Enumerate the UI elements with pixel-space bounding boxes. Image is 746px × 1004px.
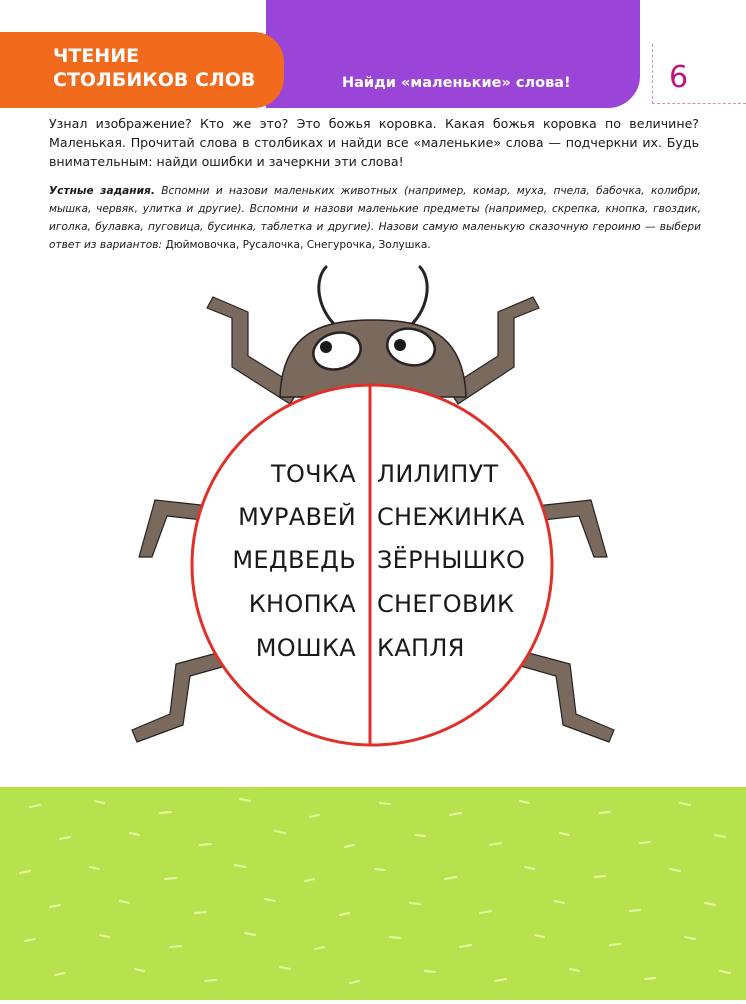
title-line-1: ЧТЕНИЕ <box>53 45 140 67</box>
grass-texture <box>0 787 746 1000</box>
word-left-4[interactable]: КНОПКА <box>248 590 356 618</box>
word-left-1[interactable]: ТОЧКА <box>271 460 356 488</box>
word-left-5[interactable]: МОШКА <box>255 634 356 662</box>
word-right-4[interactable]: СНЕГОВИК <box>377 590 515 618</box>
word-left-3[interactable]: МЕДВЕДЬ <box>232 546 356 574</box>
page-number: 6 <box>669 60 689 95</box>
intro-text: Узнал изображение? Кто же это? Это божья коровка. Какая божья коровка по величине? Маленькая. Прочитай слова в столбиках и найди все «маленькие» слова — подчеркни их. Будь внимательным: найди ошибки и зачеркни эти слова! <box>49 116 699 169</box>
oral-tasks-label: Устные задания. <box>49 185 155 197</box>
oral-tasks-answers: Дюймовочка, Русалочка, Снегурочка, Золушка. <box>165 239 431 251</box>
word-right-3[interactable]: ЗЁРНЫШКО <box>377 546 526 574</box>
word-right-2[interactable]: СНЕЖИНКА <box>377 503 525 531</box>
word-left-2[interactable]: МУРАВЕЙ <box>238 503 356 531</box>
word-right-5[interactable]: КАПЛЯ <box>377 634 465 662</box>
title-line-2: СТОЛБИКОВ СЛОВ <box>53 69 256 91</box>
grass-background <box>0 787 746 1000</box>
word-right-1[interactable]: ЛИЛИПУТ <box>377 460 499 488</box>
oral-tasks-text: Вспомни и назови маленьких животных (например, комар, муха, пчела, бабочка, колибри, мышка, червяк, улитка и другие). Вспомни и назови маленькие предметы (например, скрепка, кнопка, гвоздик, иголка, булавка, пуговица, бусинка, таблетка и другие). Назови самую маленькую сказочную героиню — выбери ответ из вариантов: <box>49 185 702 251</box>
header-subtitle: Найди «маленькие» слова! <box>342 75 571 91</box>
